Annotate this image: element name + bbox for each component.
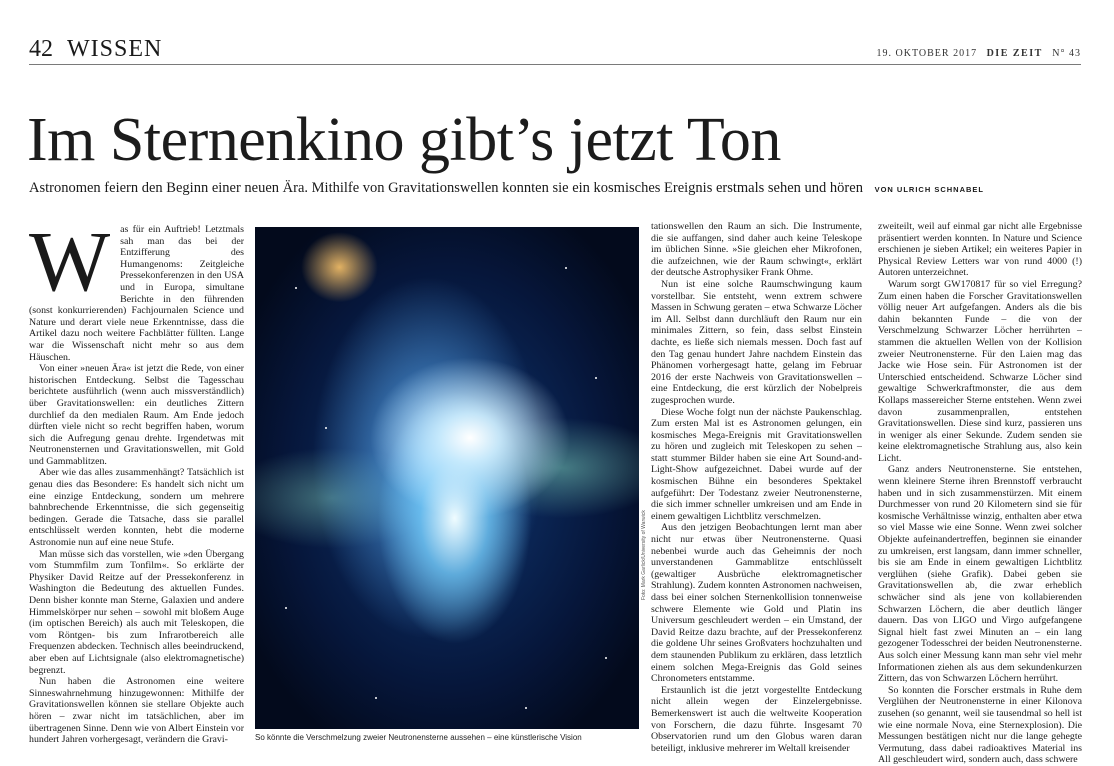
star [595, 377, 597, 379]
neutron-star-merger-illustration [255, 227, 639, 729]
section-title: WISSEN [67, 36, 163, 62]
issue-info [877, 48, 1081, 59]
image-caption: So könnte die Verschmelzung zweier Neutronensterne aussehen – eine künstlerische Vision [255, 733, 582, 742]
paragraph: Von einer »neuen Ära« ist jetzt die Rede, von einer historischen Entdeckung. Selbst die Tagesschau berichtete ausführlich (wenn auch missverständlich) über Gravitationswellen: ein deutliches Zittern durchlief da den medialen Raum. Am Ende jedoch dürften viele nicht so recht begriffen haben, worum sich die Aufregung genau drehte. Irgendetwas mit Neutronensternen und Gravitationswellen, mit Gold und Gammablitzen. [29, 363, 244, 467]
article-column-4 [878, 221, 1082, 766]
article-byline: VON ULRICH SCHNABEL [874, 185, 984, 194]
star [525, 707, 527, 709]
article-column-3 [651, 221, 862, 754]
paragraph: Warum sorgt GW170817 für so viel Erregung? Zum einen haben die Forscher Gravitationswellen völlig neuer Art aufgefangen. Anders als die bis dahin bekannten Funde – die von der Verschmelzung Schwarzer Löcher herrührten – stammen die aktuellen Wellen von der Kollision zweier Neutronensterne. Für den Laien mag das Jacke wie Hose sein. Für Astronomen ist der Unterschied entscheidend. Schwarze Löcher sind gewaltige Schwerkraftmonster, die aus dem Kollaps massereicher Sterne entstehen. Wenn zwei davon zusammenprallen, entstehen Gravitationswellen. Diese sind kurz, passieren uns in weniger als einer Sekunde. Zudem senden sie keine elektromagnetische Strahlung aus, also kein Licht. [878, 278, 1082, 464]
paragraph: Erstaunlich ist die jetzt vorgestellte Entdeckung nicht allein wegen der Einzelergebnisse. Bemerkenswert ist auch die weltweite Kooperation von Forschern, die dazu führte. Insgesamt 70 Observatorien rund um den Globus waren daran beteiligt, inklusive mehrerer im Weltall kreisender [651, 684, 862, 754]
article-column-1 [29, 213, 244, 746]
header-rule [29, 64, 1081, 65]
star [325, 427, 327, 429]
star [285, 607, 287, 609]
paragraph: So konnten die Forscher erstmals in Ruhe dem Verglühen der Neutronensterne in einer Kilonova zusehen (so genannt, weil sie tausendmal so hell ist wie eine normale Nova, eine Sternexplosion). Die Messungen bestätigen nicht nur die lange gehegte Vermutung, dass dabei radioaktives Material ins All geschleudert wird, sondern auch, dass schwere [878, 684, 1082, 766]
issue-number: N° 43 [1052, 48, 1081, 59]
star [605, 657, 607, 659]
article-headline: Im Sternenkino gibt’s jetzt Ton [27, 106, 781, 174]
paragraph: Nun haben die Astronomen eine weitere Sinneswahrnehmung hinzugewonnen: Mithilfe der Gravitationswellen können sie stellare Objekte auch hören – zwar nicht im tatsächlichen, aber im übertragenen Sinne. Denn wie von Albert Einstein vor hundert Jahren vorhergesagt, verändern die Gravi- [29, 676, 244, 746]
paragraph: zweiteilt, weil auf einmal gar nicht alle Ergebnisse präsentiert werden konnten. In Nature und Science erschienen je sieben Artikel; ein weiteres Papier in Physical Review Letters war von rund 4000 (!) Autoren unterzeichnet. [878, 221, 1082, 279]
star [295, 287, 297, 289]
paragraph: tationswellen den Raum an sich. Die Instrumente, die sie auffangen, sind daher auch keine Teleskope im üblichen Sinne. »Sie gleichen eher Mikrofonen, die aufzeichnen, wie der Raum schwingt«, erklärt der deutsche Astrophysiker Frank Ohme. [651, 221, 862, 279]
article-subheadline [29, 180, 984, 197]
paragraph: as für ein Auftrieb! Letztmals sah man das bei der Entzifferung des Humangenoms: Zeitgleiche Pressekonferenzen in den USA und in Europa, simultane Berichte in den führenden (sonst konkurrierenden) Fachjournalen Science und Nature und derart viele neue Erkenntnisse, dass die Artikel dazu noch weitere Fachblätter füllten. Lange war die Wissenschaft nicht mehr so aus dem Häuschen. [29, 224, 244, 363]
paragraph: Man müsse sich das vorstellen, wie »den Übergang vom Stummfilm zum Tonfilm«. So erklärte der Physiker David Reitze auf der Pressekonferenz in Washington die Bedeutung des aktuellen Fundes. Denn bisher konnte man Sterne, Galaxien und andere Himmelskörper nur sehen – sowohl mit bloßem Auge (im optischen Bereich) als auch mit Teleskopen, die vom Röntgen- bis zum Infrarotbereich alle Frequenzen abdecken. Technisch alles beeindruckend, aber eben auf Lichtsignale (also elektromagnetische) begrenzt. [29, 548, 244, 676]
page-number: 42 [29, 36, 53, 62]
paragraph: Aber wie das alles zusammenhängt? Tatsächlich ist genau dies das Besondere: Es handelt sich nicht um eine einzige Entdeckung, sondern um mehrere bahnbrechende Erkenntnisse, die sich gegenseitig bedingen. Gerade die Tatsache, dass sie parallel entschlüsselt werden konnten, hebt die moderne Astronomie nun auf eine neue Stufe. [29, 467, 244, 549]
star [565, 267, 567, 269]
paragraph: Aus den jetzigen Beobachtungen lernt man aber nicht nur etwas über Neutronensterne. Quasi nebenbei wurde auch das Geheimnis der noch unverstandenen Gammablitze entschlüsselt (gewaltiger Ausbrüche elektromagnetischer Strahlung). Zudem konnten Astronomen nachweisen, dass bei einer solchen Sternenkollision tonnenweise schwere Elemente wie Gold und Platin ins Universum geschleudert werden – ein Umstand, der David Reitze dazu brachte, auf der Pressekonferenz die goldene Uhr seines Großvaters hochzuhalten und dem staunenden Publikum zu erklären, dass letztlich einem solchen Mega-Ereignis das Gold seines Chronometers entstamme. [651, 522, 862, 685]
issue-date: 19. OKTOBER 2017 [876, 48, 978, 59]
paragraph: Ganz anders Neutronensterne. Sie entstehen, wenn kleinere Sterne ihren Brennstoff verbraucht haben und in sich zusammenstürzen. Mit einem Durchmesser von rund 20 Kilometern sind sie für kosmische Verhältnisse winzig, enthalten aber etwa so viel Masse wie eine Sonne. Wenn zwei solcher Objekte aufeinandertreffen, beginnen sie einander zu umkreisen, erst langsam, dann immer schneller, bis sie am Ende in einem gewaltigen Lichtblitz verglühen (siehe Grafik). Dabei geben sie Gravitationswellen ab, die zwar erheblich schwächer sind als jene von kollabierenden Schwarzen Löchern, die aber deutlich länger dauern. Das von LIGO und Virgo aufgefangene Signal hielt fast zwei Minuten an – ein lang gezogener Todesschrei der beiden Neutronensterne. Aus solch einer Messung kann man sehr viel mehr Informationen ziehen als aus dem sekundenkurzen Zittern, das von Schwarzen Löchern herrührt. [878, 464, 1082, 685]
subheadline-text: Astronomen feiern den Beginn einer neuen Ära. Mithilfe von Gravitationswellen konnten sie ein kosmisches Ereignis erstmals sehen und hören [29, 180, 863, 196]
paragraph: Nun ist eine solche Raumschwingung kaum vorstellbar. Sie entsteht, wenn extrem schwere Massen in Schwung geraten – etwa Schwarze Löcher im All. Selbst dann durchläuft den Raum nur ein minimales Zittern, so fein, dass selbst Einstein dachte, es ließe sich niemals messen. Doch fast auf den Tag genau hundert Jahre nachdem Einstein das Phänomen vorhergesagt hatte, gelang im Februar 2016 der erste Nachweis von Gravitationswellen – eine Entdeckung, die erst kürzlich der Nobelpreis zugesprochen wurde. [651, 278, 862, 406]
drop-cap: W [29, 213, 111, 309]
paragraph: Diese Woche folgt nun der nächste Paukenschlag. Zum ersten Mal ist es Astronomen gelungen, ein kosmisches Mega-Ereignis mit Gravitationswellen zu hören und zugleich mit Teleskopen zu sehen – statt stummer Bilder haben sie eine Art Sound-and-Light-Show aufgezeichnet. Dabei wurde auf der kosmischen Bühne ein besonderes Spektakel aufgeführt: Der Todestanz zweier Neutronensterne, die sich immer schneller umkreisen und am Ende in einem gewaltigen Lichtblitz verschmelzen. [651, 406, 862, 522]
photo-credit: Foto: Mark Garlick/University of Warwick [641, 510, 647, 600]
publication-name: DIE ZEIT [986, 48, 1043, 59]
page-header [29, 36, 1081, 66]
star [375, 697, 377, 699]
